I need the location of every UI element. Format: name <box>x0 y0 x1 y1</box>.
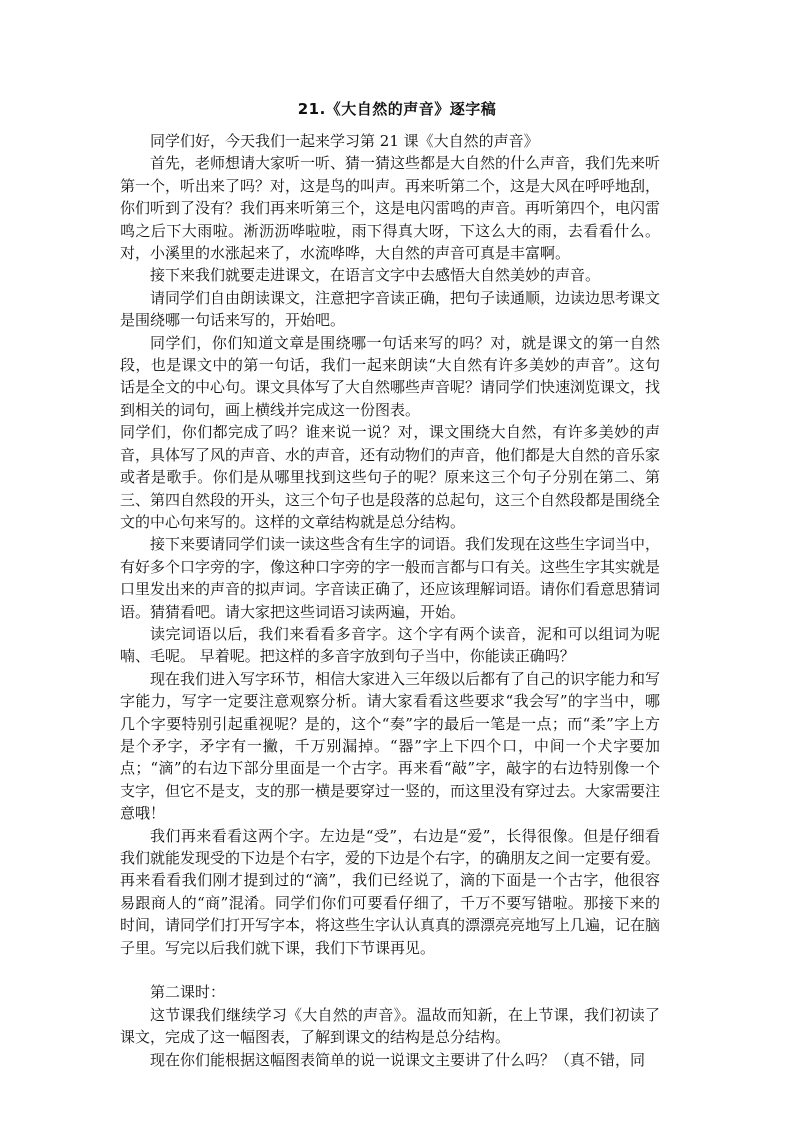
document-body <box>120 130 660 1071</box>
paragraph: 同学们好，今天我们一起来学习第 21 课《大自然的声音》 <box>150 132 539 150</box>
paragraph: 接下来要请同学们读一读这些含有生字的词语。我们发现在这些生字词当中，有好多个口字旁的字，像这种口字旁的字一般而言都与口有关。这些生字其实就是口里发出来的声音的拟声词。字音读正确了，还应该理解词语。请你们看意思猜词语。猜猜看吧。请大家把这些词语习读两遍，开始。 <box>120 535 661 621</box>
paragraph: 这节课我们继续学习《大自然的声音》。温故而知新，在上节课，我们初读了课文，完成了这一幅图表，了解到课文的结构是总分结构。 <box>120 1005 660 1047</box>
paragraph: 接下来我们就要走进课文，在语言文字中去感悟大自然美妙的声音。 <box>150 266 601 285</box>
document-title: 21.《大自然的声音》逐字稿 <box>297 100 497 118</box>
paragraph: 同学们，你们都完成了吗？谁来说一说？对，课文围绕大自然，有许多美妙的声音，具体写了风的声音、水的声音，还有动物们的声音，他们都是大自然的音乐家或者是歌手。你们是从哪里找到这些句子的呢？原来这三个句子分别在第二、第三、第四自然段的开头，这三个句子也是段落的总起句，这三个自然段都是围绕全文的中心句来写的。这样的文章结构就是总分结构。 <box>120 423 661 531</box>
paragraph: 现在我们进入写字环节，相信大家进入三年级以后都有了自己的识字能力和写字能力，写字一定要注意观察分析。请大家看看这些要求“我会写”的字当中，哪几个字要特别引起重视呢？是的，这个“奏”字的最后一笔是一点；而“柔”字上方是个矛字，矛字有一撇，千万别漏掉。“器”字上下四个口，中间一个犬字要加点；“滴”的右边下部分里面是一个古字。再来看“敲”字，敲字的右边特别像一个支字，但它不是支，支的那一横是要穿过一竖的，而这里没有穿过去。大家需要注意哦！ <box>120 669 661 823</box>
paragraph: 我们再来看看这两个字。左边是“受”，右边是“爱”，长得很像。但是仔细看我们就能发现受的下边是个右字，爱的下边是个右字，的确朋友之间一定要有爱。再来看看我们刚才提到过的“滴”，我们已经说了，滴的下面是一个古字，他很容易跟商人的“商”混淆。同学们你们可要看仔细了，千万不要写错啦。那接下来的时间，请同学们打开写字本，将这些生字认认真真的漂漂亮亮地写上几遍，记在脑子里。写完以后我们就下课，我们下节课再见。 <box>120 826 661 957</box>
paragraph: 读完词语以后，我们来看看多音字。这个字有两个读音，泥和可以组词为呢喃、毛呢。 早着呢。把这样的多音字放到句子当中，你能读正确吗？ <box>120 624 660 666</box>
paragraph: 请同学们自由朗读课文，注意把字音读正确，把句子读通顺，边读边思考课文是围绕哪一句话来写的，开始吧。 <box>120 288 661 330</box>
paragraph: 现在你们能根据这幅图表简单的说一说课文主要讲了什么吗？（真不错，同 <box>150 1050 646 1069</box>
paragraph: 同学们，你们知道文章是围绕哪一句话来写的吗？对，就是课文的第一自然段，也是课文中的第一句话，我们一起来朗读“大自然有许多美妙的声音”。这句话是全文的中心句。课文具体写了大自然哪些声音呢？请同学们快速浏览课文，找到相关的词句，画上横线并完成这一份图表。 <box>120 333 661 419</box>
paragraph: 第二课时： <box>150 983 226 1002</box>
paragraph: 首先，老师想请大家听一听、猜一猜这些都是大自然的什么声音，我们先来听第一个，听出来了吗？对，这是鸟的叫声。再来听第二个，这是大风在呼呼地刮，你们听到了没有？我们再来听第三个，这是电闪雷鸣的声音。再听第四个，电闪雷鸣之后下大雨啦。淅沥沥哗啦啦，雨下得真大呀，下这么大的雨，去看看什么。对，小溪里的水涨起来了，水流哗哗，大自然的声音可真是丰富啊。 <box>120 154 661 263</box>
blank-line <box>120 959 660 981</box>
